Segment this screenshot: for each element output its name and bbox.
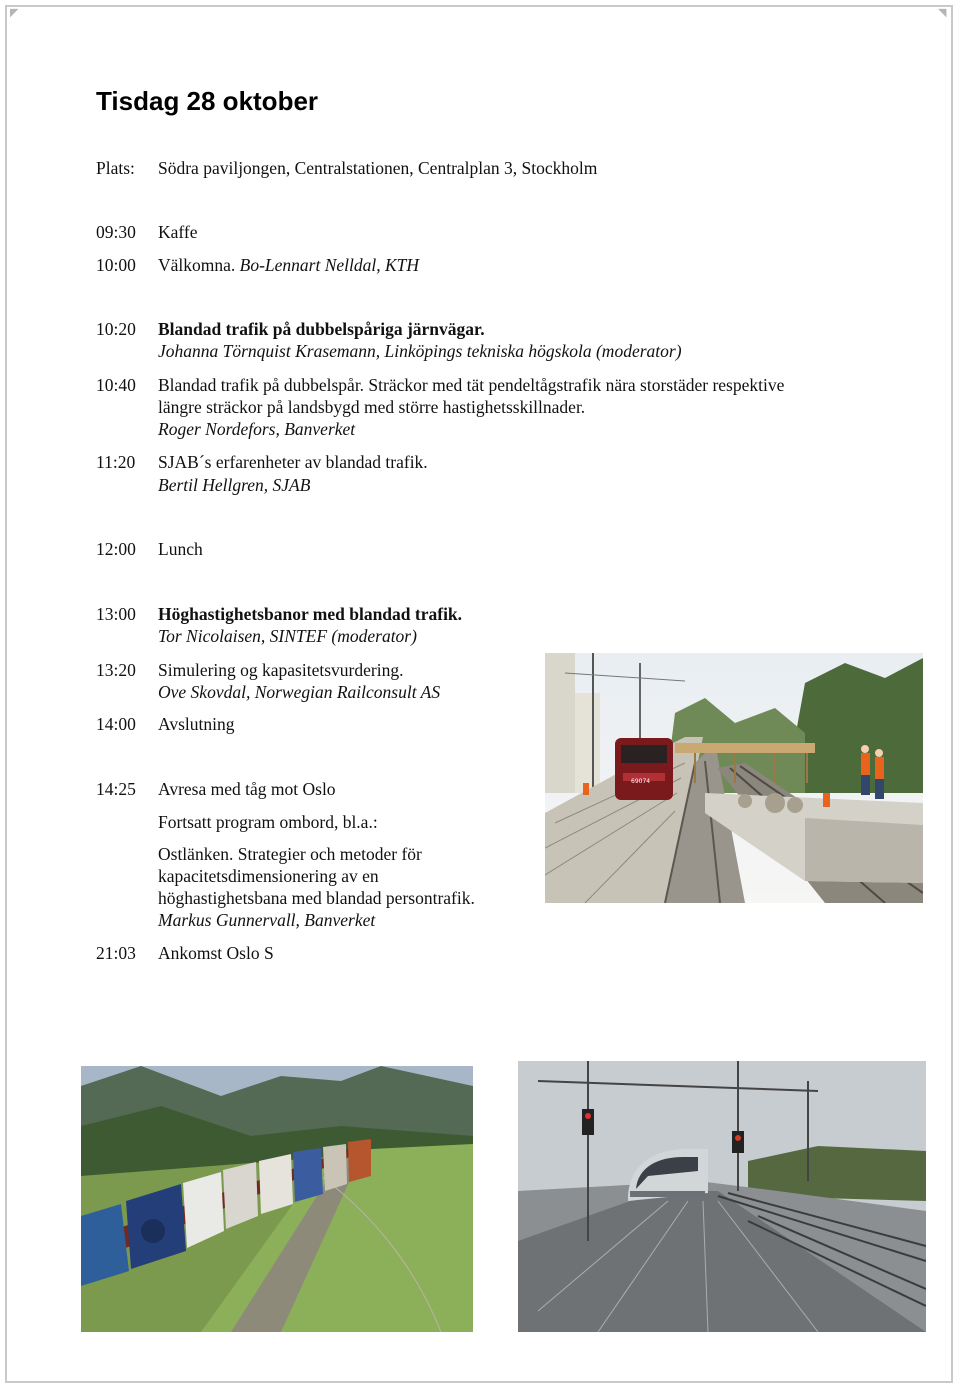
session-heading: Höghastighetsbanor med blandad trafik. (158, 604, 463, 624)
schedule-text: längre sträckor på landsbygd med större hastighetsskillnader. (158, 397, 586, 417)
schedule-time: 10:20 (96, 319, 136, 339)
photo-track-construction (545, 653, 923, 903)
schedule-time: 11:20 (96, 452, 136, 472)
schedule-text: höghastighetsbana med blandad persontrafik. (158, 888, 475, 908)
speaker: Markus Gunnervall, Banverket (158, 910, 376, 930)
speaker: Johanna Törnquist Krasemann, Linköpings tekniska högskola (moderator) (158, 341, 682, 361)
speaker: Tor Nicolaisen, SINTEF (moderator) (158, 626, 417, 646)
schedule-time: 14:00 (96, 714, 136, 734)
schedule-text: Välkomna. Bo-Lennart Nelldal, KTH (158, 255, 420, 275)
page-title: Tisdag 28 oktober (96, 86, 319, 116)
schedule-text: kapacitetsdimensionering av en (158, 866, 379, 886)
locomotive-number: 69074 (631, 778, 651, 785)
schedule-text: SJAB´s erfarenheter av blandad trafik. (158, 452, 428, 472)
schedule-time: 12:00 (96, 539, 136, 559)
session-heading: Blandad trafik på dubbelspåriga järnvägar. (158, 319, 485, 339)
speaker: Bertil Hellgren, SJAB (158, 475, 311, 495)
corner-mark-top-left: ◤ (10, 6, 19, 19)
schedule-time: 13:00 (96, 604, 136, 624)
schedule-text: Ankomst Oslo S (158, 943, 274, 963)
schedule-text: Kaffe (158, 222, 198, 242)
schedule-time: 09:30 (96, 222, 136, 242)
photo-high-speed-train (518, 1061, 926, 1332)
schedule-time: 14:25 (96, 779, 136, 799)
place-value: Södra paviljongen, Centralstationen, Centralplan 3, Stockholm (158, 158, 598, 178)
schedule-text: Simulering og kapasitetsvurdering. (158, 660, 404, 680)
place-label: Plats: (96, 158, 135, 178)
corner-mark-top-right: ◥ (938, 6, 947, 19)
schedule-time: 10:00 (96, 255, 136, 275)
schedule-text: Lunch (158, 539, 203, 559)
speaker: Ove Skovdal, Norwegian Railconsult AS (158, 682, 441, 702)
schedule-text: Avslutning (158, 714, 235, 734)
schedule-text: Blandad trafik på dubbelspår. Sträckor med tät pendeltågstrafik nära storstäder respektive (158, 375, 785, 395)
speaker: Bo-Lennart Nelldal, KTH (239, 255, 420, 275)
schedule-time: 10:40 (96, 375, 136, 395)
schedule-text: Avresa med tåg mot Oslo (158, 779, 336, 799)
schedule-time: 21:03 (96, 943, 136, 963)
schedule-time: 13:20 (96, 660, 136, 680)
photo-freight-train (81, 1066, 473, 1332)
schedule-text: Ostlänken. Strategier och metoder för (158, 844, 422, 864)
schedule-text: Fortsatt program ombord, bl.a.: (158, 812, 378, 832)
speaker: Roger Nordefors, Banverket (158, 419, 356, 439)
